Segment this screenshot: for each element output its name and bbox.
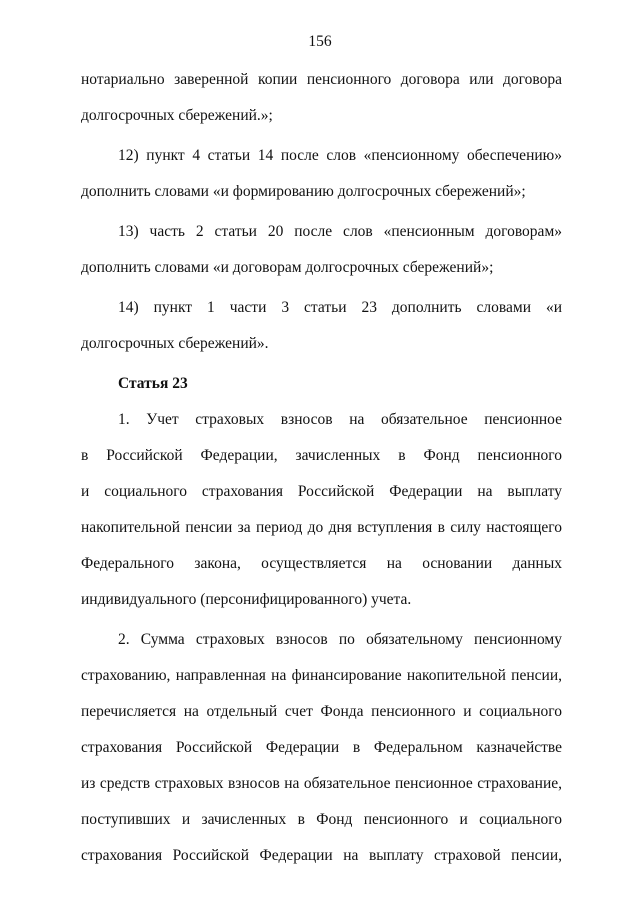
paragraph-item-12 [81, 138, 562, 210]
article-paragraph-2 [81, 622, 562, 874]
text-line: 1. Учет страховых взносов на обязательное пенсионное [118, 411, 562, 428]
paragraph-item-13 [81, 214, 562, 286]
paragraph-item-14 [81, 290, 562, 362]
text-line: страхованию, направленная на финансирование накопительной пенсии, [81, 667, 562, 684]
text-line: накопительной пенсии за период до дня вступления в силу настоящего [81, 519, 562, 536]
text-line: долгосрочных сбережений». [81, 335, 269, 352]
text-line: дополнить словами «и договорам долгосрочных сбережений»; [81, 259, 494, 276]
paragraph-continuation [81, 62, 562, 134]
article-heading: Статья 23 [118, 375, 188, 392]
text-line: долгосрочных сбережений.»; [81, 107, 273, 124]
text-line: страхования Российской Федерации на выплату страховой пенсии, [81, 847, 562, 864]
text-line: перечисляется на отдельный счет Фонда пенсионного и социального [81, 703, 562, 720]
text-line: и социального страхования Российской Федерации на выплату [81, 483, 562, 500]
text-line: Федерального закона, осуществляется на основании данных [81, 555, 562, 572]
article-paragraph-1 [81, 402, 562, 618]
text-line: дополнить словами «и формированию долгосрочных сбережений»; [81, 183, 526, 200]
text-line: 2. Сумма страховых взносов по обязательному пенсионному [118, 631, 562, 648]
text-line: индивидуального (персонифицированного) учета. [81, 591, 412, 608]
text-line: в Российской Федерации, зачисленных в Фонд пенсионного [81, 447, 562, 464]
text-line: нотариально заверенной копии пенсионного договора или договора [81, 71, 562, 88]
document-body [81, 62, 562, 878]
text-line: поступивших и зачисленных в Фонд пенсионного и социального [81, 811, 562, 828]
text-line: 12) пункт 4 статьи 14 после слов «пенсионному обеспечению» [118, 147, 562, 164]
text-line: 13) часть 2 статьи 20 после слов «пенсионным договорам» [118, 223, 562, 240]
text-line: страхования Российской Федерации в Федеральном казначействе [81, 739, 562, 756]
page-number: 156 [308, 33, 332, 50]
text-line: из средств страховых взносов на обязательное пенсионное страхование, [81, 775, 562, 792]
text-line: 14) пункт 1 части 3 статьи 23 дополнить словами «и [118, 299, 562, 316]
